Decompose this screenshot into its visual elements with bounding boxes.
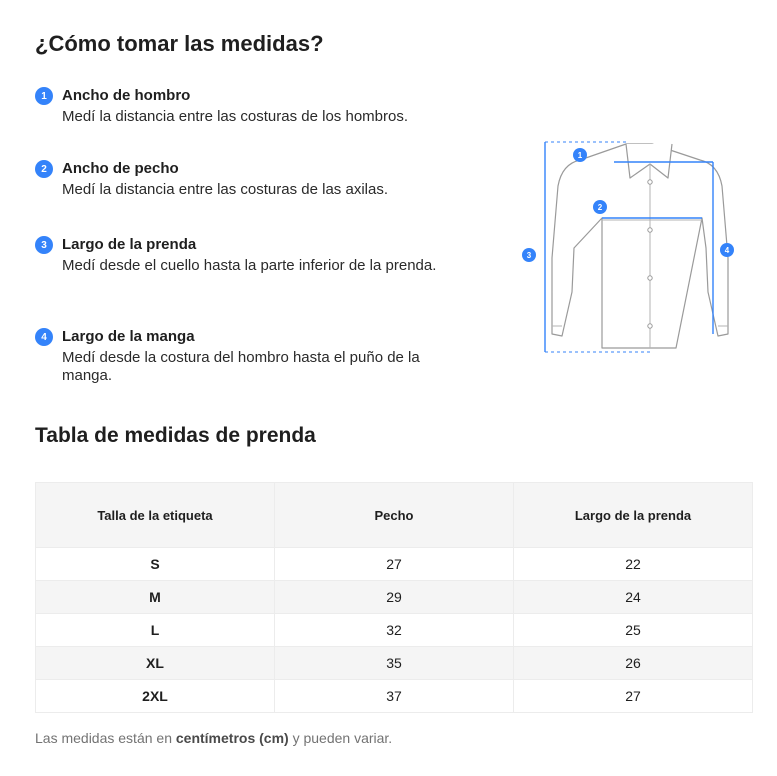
step-number-badge: 4 bbox=[35, 328, 53, 346]
svg-text:4: 4 bbox=[724, 246, 730, 255]
step-number-badge: 2 bbox=[35, 160, 53, 178]
step-shoulder-width bbox=[35, 86, 455, 126]
length-cell: 26 bbox=[514, 647, 753, 680]
svg-text:3: 3 bbox=[526, 251, 532, 260]
chest-cell: 29 bbox=[275, 581, 514, 614]
shirt-body-outline bbox=[552, 144, 728, 348]
length-cell: 24 bbox=[514, 581, 753, 614]
units-note-text-end: y pueden variar. bbox=[288, 730, 393, 746]
units-note bbox=[35, 730, 392, 746]
marker-2-icon bbox=[593, 200, 607, 214]
header-length: Largo de la prenda bbox=[514, 483, 753, 548]
length-cell: 25 bbox=[514, 614, 753, 647]
table-row bbox=[36, 614, 753, 647]
step-description: Medí desde el cuello hasta la parte inferior de la prenda. bbox=[62, 257, 437, 274]
units-note-emphasis: centímetros (cm) bbox=[175, 730, 289, 746]
chest-cell: 35 bbox=[275, 647, 514, 680]
step-number-badge: 1 bbox=[35, 87, 53, 105]
size-chart-table bbox=[35, 482, 753, 713]
chest-cell: 32 bbox=[275, 614, 514, 647]
table-row bbox=[36, 581, 753, 614]
length-cell: 22 bbox=[514, 548, 753, 581]
length-cell: 27 bbox=[514, 680, 753, 713]
step-title: Largo de la manga bbox=[62, 328, 195, 345]
chest-cell: 27 bbox=[275, 548, 514, 581]
size-cell: 2XL bbox=[36, 680, 275, 713]
size-cell: M bbox=[36, 581, 275, 614]
step-title: Ancho de pecho bbox=[62, 160, 179, 177]
table-header-row bbox=[36, 483, 753, 548]
svg-text:1: 1 bbox=[577, 151, 583, 160]
shirt-measurement-diagram bbox=[518, 138, 750, 360]
size-cell: L bbox=[36, 614, 275, 647]
step-description: Medí desde la costura del hombro hasta el puño de la manga. bbox=[62, 349, 420, 384]
table-row bbox=[36, 680, 753, 713]
marker-3-icon bbox=[522, 248, 536, 262]
chest-cell: 37 bbox=[275, 680, 514, 713]
step-title: Largo de la prenda bbox=[62, 236, 197, 253]
marker-1-icon bbox=[573, 148, 587, 162]
size-cell: S bbox=[36, 548, 275, 581]
step-sleeve-length bbox=[35, 327, 455, 385]
page-title: ¿Cómo tomar las medidas? bbox=[35, 31, 324, 56]
header-chest: Pecho bbox=[275, 483, 514, 548]
svg-text:2: 2 bbox=[597, 203, 603, 212]
size-cell: XL bbox=[36, 647, 275, 680]
header-size: Talla de la etiqueta bbox=[36, 483, 275, 548]
step-description: Medí la distancia entre las costuras de los hombros. bbox=[62, 108, 409, 125]
table-row bbox=[36, 647, 753, 680]
step-number-badge: 3 bbox=[35, 236, 53, 254]
marker-4-icon bbox=[720, 243, 734, 257]
table-row bbox=[36, 548, 753, 581]
step-chest-width bbox=[35, 159, 455, 199]
units-note-text: Las medidas están en bbox=[35, 730, 176, 746]
step-title: Ancho de hombro bbox=[62, 87, 191, 104]
step-garment-length bbox=[35, 235, 455, 275]
step-description: Medí la distancia entre las costuras de las axilas. bbox=[62, 181, 388, 198]
table-title: Tabla de medidas de prenda bbox=[35, 424, 316, 447]
